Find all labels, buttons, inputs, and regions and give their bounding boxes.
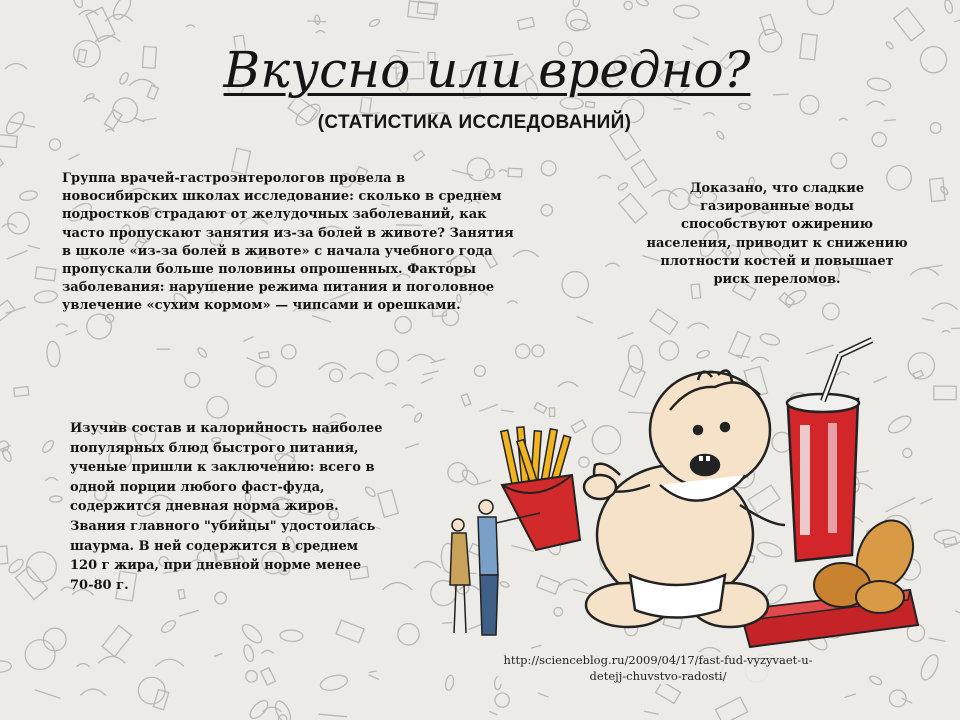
doodle-mark — [395, 317, 412, 334]
doodle-mark — [422, 371, 438, 375]
doodle-mark — [239, 621, 264, 646]
doodle-mark — [0, 140, 3, 174]
doodle-mark — [5, 64, 27, 70]
doodle-mark — [68, 154, 79, 160]
doodle-mark — [35, 690, 61, 699]
doodle-mark — [185, 372, 200, 387]
doodle-mark — [910, 268, 939, 275]
doodle-mark — [214, 654, 222, 657]
doodle-mark — [246, 671, 258, 683]
doodle-mark — [179, 610, 199, 616]
doodle-mark — [49, 139, 60, 150]
doodle-mark — [704, 113, 715, 116]
doodle-mark — [319, 673, 349, 693]
doodle-mark — [102, 625, 131, 656]
doodle-mark — [34, 290, 58, 305]
doodle-mark — [207, 396, 228, 417]
doodle-mark — [688, 323, 709, 328]
doodle-mark — [56, 324, 68, 327]
doodle-mark — [87, 314, 112, 339]
doodle-mark — [0, 660, 12, 672]
doodle-mark — [408, 354, 435, 361]
doodle-mark — [902, 698, 913, 703]
source-link[interactable]: http://scienceblog.ru/2009/04/17/fast-fud-vyzyvaet-u-detejj-chuvstvo-radosti/ — [498, 652, 818, 684]
baby-character — [584, 371, 785, 628]
doodle-mark — [14, 387, 29, 397]
doodle-mark — [336, 620, 364, 643]
page-subtitle: (СТАТИСТИКА ИССЛЕДОВАНИЙ) — [317, 112, 632, 133]
doodle-mark — [113, 98, 138, 123]
doodle-mark — [413, 151, 424, 161]
doodle-mark — [943, 537, 957, 548]
doodle-mark — [716, 130, 726, 140]
doodle-mark — [77, 49, 86, 62]
doodle-mark — [619, 194, 647, 223]
doodle-mark — [495, 693, 509, 707]
doodle-mark — [800, 95, 819, 114]
doodle-mark — [118, 71, 130, 85]
doodle-mark — [147, 85, 158, 99]
doodle-mark — [930, 178, 945, 201]
doodle-mark — [76, 664, 89, 667]
doodle-mark — [19, 190, 38, 202]
doodle-mark — [951, 328, 960, 329]
doodle-mark — [27, 552, 57, 582]
doodle-mark — [143, 118, 157, 120]
doodle-mark — [261, 650, 273, 653]
doodle-mark — [80, 689, 106, 695]
doodle-mark — [98, 656, 125, 663]
doodle-mark — [377, 350, 399, 372]
doodle-mark — [0, 135, 17, 148]
doodle-mark — [943, 0, 953, 14]
doodle-mark — [894, 8, 925, 41]
doodle-mark — [72, 0, 85, 9]
doodle-mark — [868, 674, 883, 686]
doodle-mark — [16, 567, 48, 600]
doodle-mark — [844, 694, 855, 698]
doodle-mark — [314, 15, 320, 25]
doodle-mark — [715, 697, 747, 720]
doodle-mark — [538, 693, 548, 697]
doodle-mark — [783, 287, 808, 308]
doodle-mark — [86, 93, 95, 100]
doodle-mark — [6, 307, 26, 314]
doodle-mark — [920, 47, 946, 73]
doodle-mark — [330, 369, 343, 382]
doodle-mark — [43, 628, 66, 651]
doodle-mark — [368, 18, 380, 28]
doodle-mark — [316, 31, 325, 33]
doodle-mark — [955, 611, 960, 621]
doodle-mark — [247, 358, 267, 367]
doodle-mark — [576, 316, 592, 323]
doodle-mark — [196, 346, 208, 358]
doodle-mark — [243, 337, 253, 342]
doodle-mark — [889, 690, 906, 707]
doodle-mark — [8, 212, 30, 234]
doodle-mark — [35, 267, 56, 281]
doodle-mark — [256, 366, 277, 387]
doodle-mark — [673, 4, 700, 20]
doodle-mark — [398, 624, 419, 645]
doodle-mark — [922, 318, 934, 321]
doodle-mark — [7, 250, 28, 259]
doodle-mark — [160, 618, 178, 634]
page-title: Вкусно или вредно? — [223, 41, 751, 99]
doodle-mark — [656, 681, 681, 703]
doodle-mark — [738, 103, 751, 111]
doodle-mark — [885, 41, 894, 50]
doodle-mark — [954, 13, 960, 22]
doodle-mark — [66, 331, 77, 336]
fast-food-illustration — [440, 335, 940, 655]
doodle-mark — [312, 316, 331, 322]
doodle-mark — [831, 153, 847, 169]
doodle-mark — [369, 671, 377, 673]
doodle-mark — [605, 263, 620, 267]
doodle-mark — [586, 101, 595, 107]
doodle-mark — [25, 640, 55, 670]
doodle-mark — [930, 123, 941, 134]
doodle-mark — [421, 378, 433, 383]
doodle-mark — [650, 309, 678, 334]
doodle-mark — [280, 630, 303, 642]
doodle-mark — [518, 17, 535, 29]
doodle-mark — [28, 245, 40, 248]
doodle-mark — [186, 25, 195, 27]
doodle-mark — [1, 448, 13, 463]
doodle-mark — [931, 303, 957, 310]
soda-cup — [787, 340, 872, 561]
doodle-mark — [369, 675, 379, 679]
doodle-mark — [405, 444, 419, 448]
doodle-mark — [800, 34, 817, 60]
doodle-mark — [807, 0, 833, 15]
doodle-mark — [598, 175, 611, 178]
doodle-mark — [624, 1, 632, 9]
doodle-mark — [46, 341, 61, 368]
doodle-mark — [866, 76, 891, 92]
doodle-mark — [45, 478, 58, 481]
doodle-mark — [839, 118, 847, 120]
doodle-mark — [617, 181, 629, 191]
doodle-mark — [134, 118, 145, 122]
doodle-mark — [541, 204, 552, 215]
doodle-mark — [330, 414, 345, 418]
doodle-mark — [823, 303, 840, 320]
doodle-mark — [74, 40, 100, 66]
doodle-mark — [272, 699, 293, 720]
doodle-mark — [644, 711, 659, 714]
doodle-mark — [562, 272, 588, 298]
doodle-mark — [867, 101, 885, 106]
doodle-mark — [635, 0, 649, 7]
doodle-mark — [444, 675, 454, 691]
doodle-mark — [872, 132, 886, 146]
doodle-mark — [414, 561, 441, 568]
doodle-mark — [541, 161, 556, 176]
soda-paragraph: Доказано, что сладкие газированные воды способствуют ожирению населения, приводит к снижению плотности костей и повышает риск переломов. — [646, 181, 908, 288]
doodle-mark — [242, 644, 255, 663]
doodle-mark — [350, 373, 374, 379]
doodle-mark — [261, 668, 276, 685]
doodle-mark — [318, 363, 346, 370]
fastfood-paragraph: Изучив состав и калорийность наиболее популярных блюд быстрого питания, ученые пришли к заключению: всего в одной порции любого фаст-фуда, содержится дневная норма жиров. Звания главного "убийцы" удостоилась шаурма. В ней содержится в среднем 120 г жира, при дневной норме менее 70-80 г. — [70, 421, 383, 593]
doodle-mark — [50, 496, 63, 503]
doodle-mark — [385, 383, 396, 386]
doodle-mark — [259, 352, 269, 359]
doodle-mark — [0, 546, 8, 565]
doodle-mark — [41, 439, 56, 454]
doodle-mark — [281, 345, 295, 359]
survey-paragraph: Группа врачей-гастроэнтерологов провела в новосибирских школах исследование: сколько в среднем подростков страдают от желудочных заболеваний, как часто пропускают занятия из-за болей в животе? Занятия в школе «из-за болей в животе» с начала учебного года пропускали больше половины опрошенных. Факторы заболевания: нарушение режима питания и поголовное увлечение «сухим кормом» — чипсами и орешками. — [62, 171, 514, 314]
doodle-mark — [105, 129, 114, 131]
doodle-mark — [942, 331, 950, 333]
doodle-mark — [489, 711, 497, 715]
doodle-mark — [402, 405, 414, 408]
doodle-mark — [307, 21, 326, 22]
doodle-mark — [918, 652, 942, 682]
doodle-mark — [142, 46, 156, 68]
doodle-mark — [413, 412, 423, 423]
doodle-mark — [155, 659, 184, 666]
doodle-mark — [2, 224, 17, 228]
doodle-mark — [408, 1, 436, 20]
fries-box — [501, 427, 580, 550]
doodle-mark — [919, 265, 942, 269]
doodle-mark — [573, 0, 580, 7]
doodle-mark — [318, 714, 347, 717]
doodle-mark — [884, 120, 896, 121]
